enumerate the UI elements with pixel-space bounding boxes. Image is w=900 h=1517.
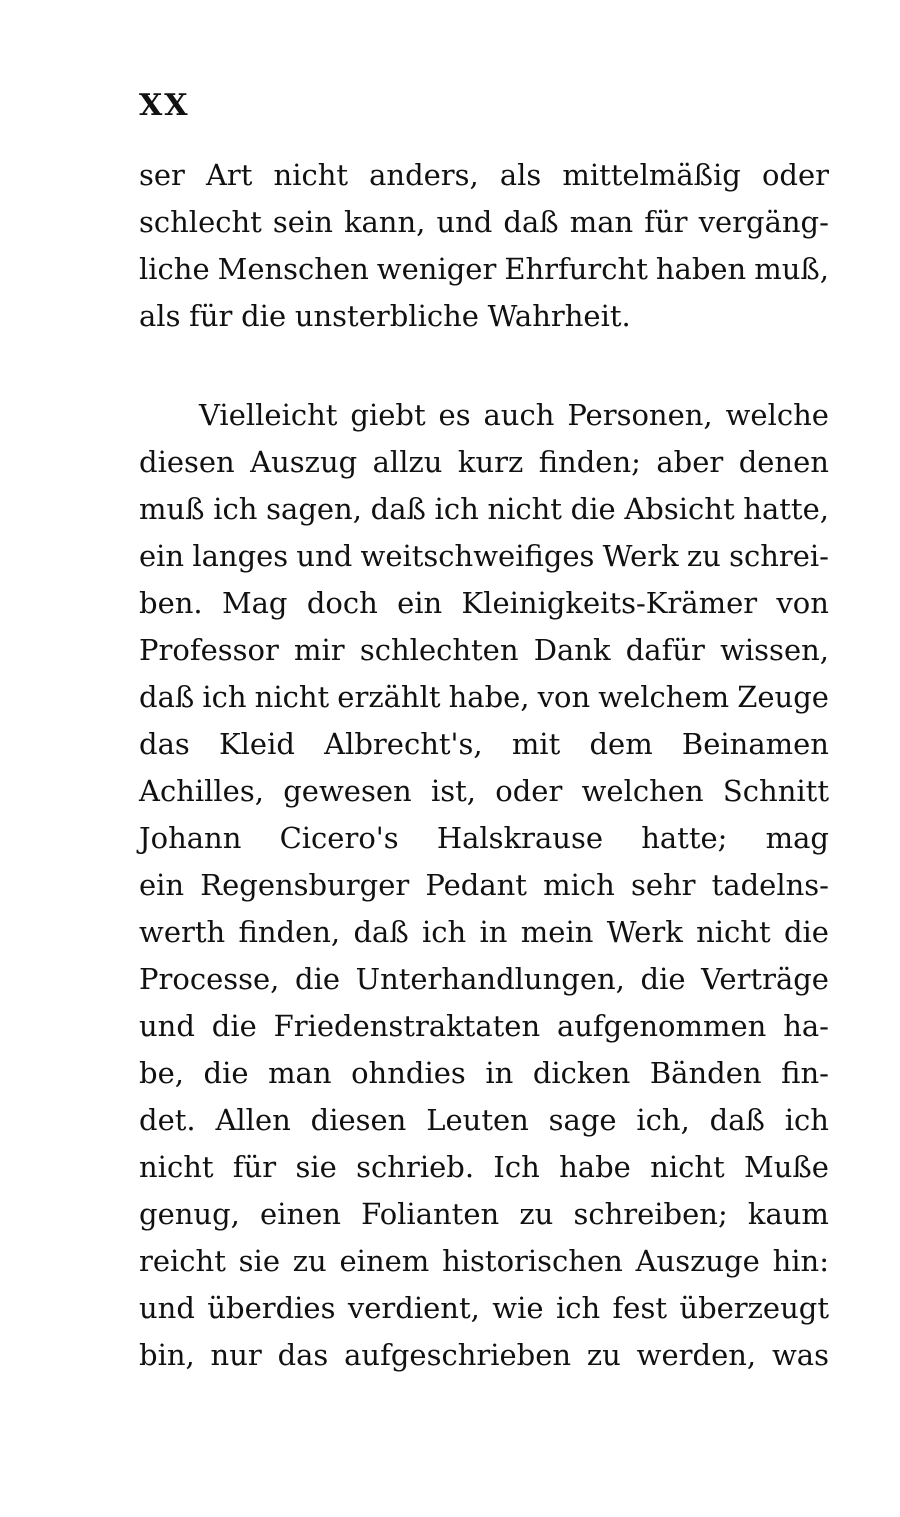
word: die [640, 962, 686, 996]
word: von [537, 680, 591, 714]
word: haben [655, 252, 747, 286]
word: schreiben; [573, 1197, 728, 1231]
word: Ich [493, 1150, 540, 1184]
word: und [139, 1009, 195, 1043]
word: Schnitt [722, 774, 829, 808]
word: daß [139, 680, 195, 714]
word: habe, [448, 680, 530, 714]
word: Kleinigkeits-Krämer [461, 586, 758, 620]
page-number: XX [139, 88, 190, 123]
word: Achilles, [139, 774, 264, 808]
word: sehr [630, 868, 696, 902]
word: sagen, [266, 492, 362, 526]
text-line [139, 199, 829, 246]
word: ben. [139, 586, 203, 620]
word: fin- [781, 1056, 829, 1090]
word: kaum [747, 1197, 829, 1231]
word: giebt [350, 398, 426, 432]
word: mag [765, 821, 829, 855]
word: liche [139, 252, 210, 286]
word: die [295, 962, 341, 996]
word: ha- [783, 1009, 829, 1043]
text-line [139, 627, 829, 674]
word: hin: [772, 1244, 829, 1278]
word: ich [422, 915, 467, 949]
word: daß [503, 205, 559, 239]
word: dafür [625, 633, 705, 667]
word: schrei- [729, 539, 829, 573]
word: man [268, 1056, 332, 1090]
word: schlechten [359, 633, 519, 667]
word: nicht [139, 1150, 214, 1184]
word: vergäng- [698, 205, 829, 239]
word: nicht [650, 1150, 725, 1184]
text-line [139, 1097, 829, 1144]
word: allzu [372, 445, 443, 479]
word: oder [495, 774, 563, 808]
text-line [139, 580, 829, 627]
word: die [203, 1056, 249, 1090]
word: kurz [457, 445, 524, 479]
word: bin, [139, 1338, 195, 1372]
word: Art [205, 158, 253, 192]
word: fest [612, 1291, 667, 1325]
word: überdies [207, 1291, 336, 1325]
word: Menschen [217, 252, 369, 286]
word: kann, [343, 205, 426, 239]
text-line [139, 1191, 829, 1238]
word: das [277, 1338, 329, 1372]
word: erzählt [337, 680, 441, 714]
text-line [139, 815, 829, 862]
text-line [139, 1238, 829, 1285]
word: wie [492, 1291, 544, 1325]
word: einem [339, 1244, 430, 1278]
text-line [139, 862, 829, 909]
word: aufgeschrieben [344, 1338, 572, 1372]
word: die [783, 915, 829, 949]
word: zu [686, 539, 721, 573]
word: Bänden [649, 1056, 762, 1090]
word: weitschweifiges [360, 539, 595, 573]
word: Johann [139, 821, 242, 855]
word: daß [709, 1103, 765, 1137]
word: habe [559, 1150, 631, 1184]
word: in [485, 1056, 514, 1090]
text-line [139, 1050, 829, 1097]
text-line [139, 392, 829, 439]
word: genug, [139, 1197, 240, 1231]
word: finden, [238, 915, 341, 949]
word: hatte, [743, 492, 829, 526]
word: nur [210, 1338, 262, 1372]
word: und [436, 205, 493, 239]
word: zu [292, 1244, 327, 1278]
word: Unterhandlungen, [355, 962, 625, 996]
word: ohndies [351, 1056, 466, 1090]
word: Kleid [218, 727, 295, 761]
word: mich [543, 868, 615, 902]
word: für [232, 1150, 277, 1184]
word: gewesen [283, 774, 412, 808]
word: sie [238, 1244, 280, 1278]
text-line [139, 674, 829, 721]
word: weniger [376, 252, 497, 286]
word: Allen [215, 1103, 291, 1137]
text-line [139, 721, 829, 768]
word: Werk [602, 539, 679, 573]
word: Regensburger [200, 868, 410, 902]
word: langes [192, 539, 289, 573]
word: ich [202, 680, 247, 714]
word: Muße [744, 1150, 829, 1184]
word: Zeuge [737, 680, 829, 714]
word: ist, [430, 774, 476, 808]
word: überzeugt [679, 1291, 829, 1325]
word: sein [272, 205, 333, 239]
word: sie [295, 1150, 337, 1184]
word: nicht [273, 158, 349, 192]
word: für [644, 205, 688, 239]
word: Pedant [425, 868, 527, 902]
word: ich, [636, 1103, 690, 1137]
word: ein [139, 868, 185, 902]
word: Halskrause [436, 821, 604, 855]
word: in [479, 915, 508, 949]
word: welchen [581, 774, 704, 808]
word: Leuten [426, 1103, 529, 1137]
word: Vielleicht [199, 398, 338, 432]
word: mittelmäßig [562, 158, 741, 192]
word: ich [784, 1103, 829, 1137]
word: mein [520, 915, 594, 949]
word: mit [511, 727, 561, 761]
word: aber [656, 445, 724, 479]
word: nicht [254, 680, 330, 714]
word: det. [139, 1103, 196, 1137]
word: Dank [533, 633, 611, 667]
word: Ehrfurcht [504, 252, 648, 286]
word: ich [434, 492, 479, 526]
word: die [211, 1009, 257, 1043]
paragraph-continued [139, 152, 829, 340]
word: Albrecht's, [324, 727, 483, 761]
word: Friedenstraktaten [273, 1009, 541, 1043]
word: und [139, 1291, 195, 1325]
word: be, [139, 1056, 184, 1090]
word: tadelns- [711, 868, 829, 902]
text-line [139, 1332, 829, 1379]
word: muß [139, 492, 205, 526]
word: historischen [442, 1244, 623, 1278]
text-line [139, 293, 829, 340]
word: ein [139, 539, 185, 573]
text-line [139, 246, 829, 293]
word: finden; [538, 445, 641, 479]
word: diesen [139, 445, 235, 479]
word: zu [586, 1338, 621, 1372]
word: hatte; [641, 821, 728, 855]
word: welchem [598, 680, 730, 714]
word: Auszuge [635, 1244, 760, 1278]
word: schrieb. [356, 1150, 475, 1184]
word: zu [519, 1197, 554, 1231]
word: Werk [606, 915, 683, 949]
word: ich [213, 492, 258, 526]
word: wissen, [720, 633, 829, 667]
text-line [139, 1285, 829, 1332]
word: dem [589, 727, 653, 761]
word: werth [139, 915, 226, 949]
word: als [499, 158, 542, 192]
text-line [139, 768, 829, 815]
word: oder [761, 158, 829, 192]
word: welche [725, 398, 829, 432]
word: die [241, 299, 287, 333]
word: Personen, [567, 398, 713, 432]
word: nicht [696, 915, 771, 949]
word: von [776, 586, 829, 620]
word: schlecht [139, 205, 262, 239]
word: anders, [369, 158, 479, 192]
word: sage [548, 1103, 617, 1137]
paragraph-main [139, 392, 829, 1379]
word: werden, [636, 1338, 757, 1372]
word: es [438, 398, 471, 432]
word: die [570, 492, 616, 526]
word: das [139, 727, 190, 761]
word: nicht [487, 492, 562, 526]
word: reicht [139, 1244, 226, 1278]
word: Absicht [624, 492, 735, 526]
text-line [139, 533, 829, 580]
text-line [139, 956, 829, 1003]
word: Mag [221, 586, 288, 620]
word: unsterbliche [294, 299, 479, 333]
word: was [771, 1338, 829, 1372]
word: daß [353, 915, 409, 949]
text-line [139, 909, 829, 956]
word: für [189, 299, 233, 333]
word: diesen [310, 1103, 407, 1137]
word: verdient, [347, 1291, 480, 1325]
word: auch [483, 398, 555, 432]
word: daß [370, 492, 426, 526]
text-line [139, 439, 829, 486]
word: als [139, 299, 181, 333]
text-line [139, 486, 829, 533]
word: denen [738, 445, 829, 479]
word: muß, [754, 252, 829, 286]
word: Processe, [139, 962, 280, 996]
word: ser [139, 158, 185, 192]
word: ich [555, 1291, 601, 1325]
word: und [296, 539, 353, 573]
text-line [139, 1003, 829, 1050]
text-line [139, 152, 829, 199]
word: Auszug [250, 445, 358, 479]
word: ein [397, 586, 443, 620]
word: man [569, 205, 634, 239]
word: einen [260, 1197, 341, 1231]
word: aufgenommen [556, 1009, 767, 1043]
word: Cicero's [279, 821, 399, 855]
word: Folianten [361, 1197, 500, 1231]
word: Wahrheit. [487, 299, 631, 333]
word: doch [306, 586, 378, 620]
word: Verträge [701, 962, 829, 996]
word: Beinamen [681, 727, 829, 761]
word: Professor [139, 633, 279, 667]
word: mir [294, 633, 345, 667]
word: dicken [532, 1056, 631, 1090]
text-line [139, 1144, 829, 1191]
